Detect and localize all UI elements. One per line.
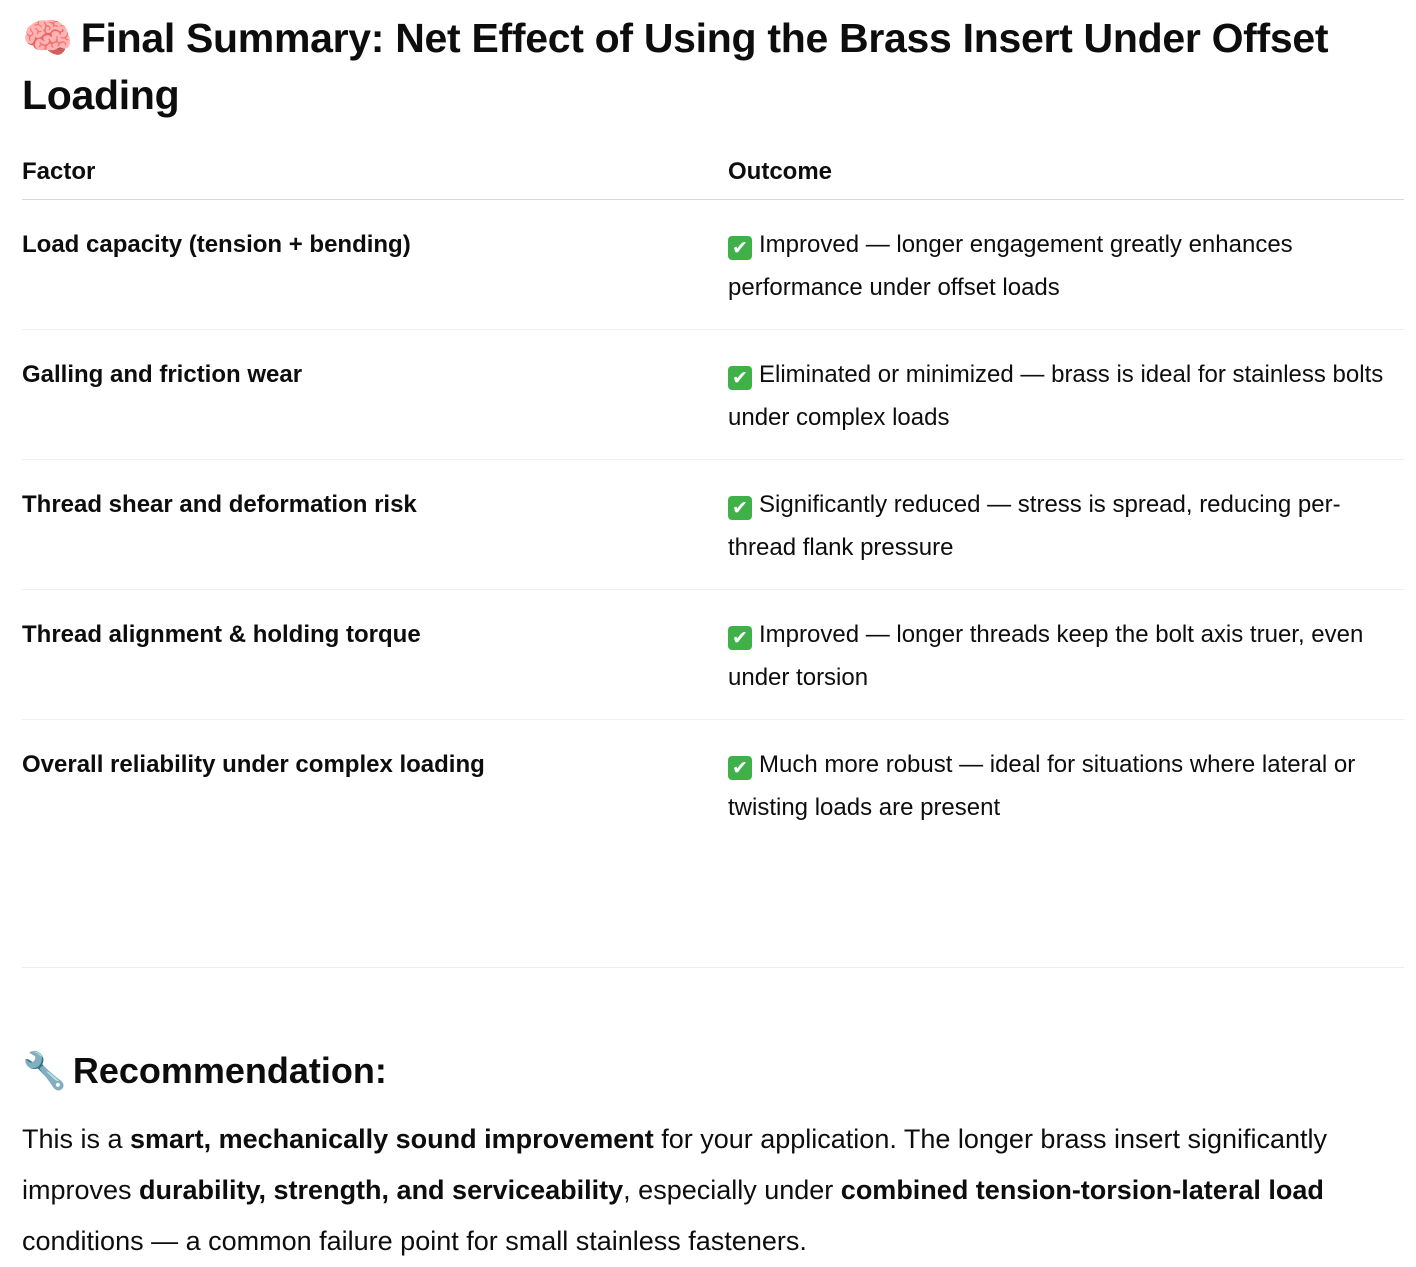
paragraph-text: This is a (22, 1124, 131, 1154)
factor-cell: Overall reliability under complex loading (22, 751, 485, 778)
summary-heading-text: Final Summary: Net Effect of Using the Brass Insert Under Offset Loading (22, 15, 1329, 118)
check-icon: ✔ (728, 236, 752, 260)
outcome-cell (728, 590, 1404, 720)
table-row (22, 330, 1404, 460)
outcome-cell (728, 720, 1404, 850)
outcome-cell (728, 460, 1404, 590)
table-header-row (22, 157, 1404, 200)
summary-heading (22, 0, 1404, 124)
paragraph-text: , especially under (623, 1175, 841, 1205)
outcome-text: Improved — longer threads keep the bolt axis truer, even under torsion (728, 621, 1364, 691)
recommendation-heading (22, 1048, 1404, 1094)
factor-cell: Thread shear and deformation risk (22, 460, 728, 590)
factor-cell: Load capacity (tension + bending) (22, 200, 728, 330)
factor-cell: Galling and friction wear (22, 330, 728, 460)
paragraph-bold: smart, mechanically sound improvement (130, 1124, 654, 1154)
column-header-outcome: Outcome (728, 157, 1404, 200)
outcome-cell (728, 200, 1404, 330)
table-row (22, 720, 1404, 850)
paragraph-bold: combined tension-torsion-lateral load (840, 1175, 1324, 1205)
check-icon: ✔ (728, 366, 752, 390)
outcome-text: Eliminated or minimized — brass is ideal for stainless bolts under complex loads (728, 361, 1384, 431)
recommendation-heading-text: Recommendation: (72, 1050, 387, 1091)
column-header-factor: Factor (22, 157, 728, 200)
factor-cell: Thread alignment & holding torque (22, 590, 728, 720)
section-divider (22, 967, 1404, 968)
table-row (22, 590, 1404, 720)
outcome-text: Much more robust — ideal for situations where lateral or twisting loads are present (728, 751, 1356, 821)
check-icon: ✔ (728, 626, 752, 650)
outcome-text: Significantly reduced — stress is spread, reducing per-thread flank pressure (728, 491, 1341, 561)
paragraph-bold: durability, strength, and serviceability (139, 1175, 624, 1205)
paragraph-text: for your application. The longer brass insert significantly improves (22, 1124, 1328, 1205)
check-icon: ✔ (728, 756, 752, 780)
recommendation-paragraph (22, 1114, 1362, 1267)
summary-table (22, 157, 1404, 849)
table-row (22, 460, 1404, 590)
table-row (22, 200, 1404, 330)
outcome-text: Improved — longer engagement greatly enhances performance under offset loads (728, 231, 1293, 301)
outcome-cell (728, 330, 1404, 460)
paragraph-text: conditions — a common failure point for small stainless fasteners. (22, 1226, 807, 1256)
check-icon: ✔ (728, 496, 752, 520)
wrench-icon: 🔧 (22, 1050, 67, 1091)
brain-icon: 🧠 (22, 15, 73, 61)
